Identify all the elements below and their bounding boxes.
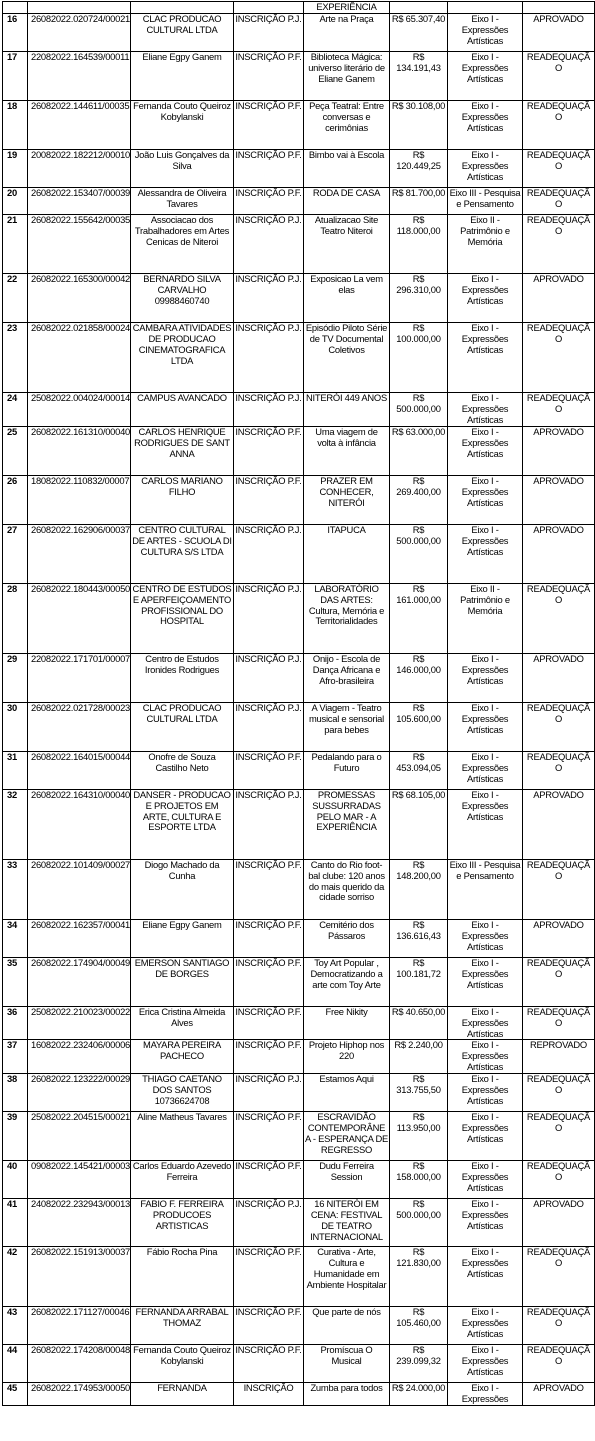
cell-axis: Eixo I - Expressões Artísticas xyxy=(448,14,523,52)
cell-project: Cemitério dos Pássaros xyxy=(304,919,390,957)
cell-project: Que parte de nós xyxy=(304,1307,390,1345)
table-row xyxy=(3,524,595,583)
table-row xyxy=(3,475,595,524)
cell-type: INSCRIÇÃO xyxy=(234,1383,304,1406)
cell-value: R$ 68.105,00 xyxy=(390,789,448,859)
cell-code: 25082022.004024/00014 xyxy=(28,393,131,427)
cell-status: APROVADO xyxy=(523,274,595,323)
cell-status: READEQUAÇÃO xyxy=(523,1074,595,1112)
cell-name: Centro de Estudos Ironides Rodrigues xyxy=(131,653,234,702)
cell-axis: Eixo I - Expressões Artísticas xyxy=(448,1345,523,1383)
cell-name: CARLOS MARIANO FILHO xyxy=(131,475,234,524)
table-row xyxy=(3,101,595,150)
table-row xyxy=(3,323,595,393)
cell-project: RODA DE CASA xyxy=(304,188,390,215)
cell-code: 26082022.164310/00040 xyxy=(28,789,131,859)
cell-value: R$ 121.830,00 xyxy=(390,1247,448,1307)
table-row xyxy=(3,426,595,475)
cell-number: 26 xyxy=(3,475,28,524)
table-row xyxy=(3,393,595,427)
cell-project: PROMESSAS SUSSURRADAS PELO MAR - A EXPERIÊNCIA xyxy=(304,789,390,859)
cell-number: 35 xyxy=(3,957,28,1006)
cell-code: 26082022.161310/00040 xyxy=(28,426,131,475)
cell-value: R$ 24.000,00 xyxy=(390,1383,448,1406)
cell-project: A Viagem - Teatro musical e sensorial para bebes xyxy=(304,702,390,751)
cell-number: 40 xyxy=(3,1161,28,1199)
cell-project: ITAPUCA xyxy=(304,524,390,583)
cell-project: Episódio Piloto Série de TV Documental Coletivos xyxy=(304,323,390,393)
cell-axis: Eixo I - Expressões Artísticas xyxy=(448,919,523,957)
cell-type: INSCRIÇÃO P.J. xyxy=(234,1199,304,1247)
cell-number: 22 xyxy=(3,274,28,323)
cell-type: INSCRIÇÃO P.F. xyxy=(234,1112,304,1161)
table-row xyxy=(3,14,595,52)
cell-status: READEQUAÇÃO xyxy=(523,101,595,150)
cell-number: 37 xyxy=(3,1040,28,1074)
cell-status: READEQUAÇÃO xyxy=(523,702,595,751)
cell-type: INSCRIÇÃO P.F. xyxy=(234,1006,304,1040)
results-table xyxy=(2,1,595,1406)
cell-code: 25082022.204515/00021 xyxy=(28,1112,131,1161)
cell-axis: Eixo III - Pesquisa e Pensamento xyxy=(448,188,523,215)
table-row xyxy=(3,1345,595,1383)
cell-name: CAMBARA ATIVIDADES DE PRODUCAO CINEMATOGRAFICA LTDA xyxy=(131,323,234,393)
cell-axis: Eixo II - Patrimônio e Memória xyxy=(448,215,523,274)
cell-status: READEQUAÇÃO xyxy=(523,215,595,274)
cell-axis: Eixo I - Expressões Artísticas xyxy=(448,1074,523,1112)
cell-number: 41 xyxy=(3,1199,28,1247)
cell-type: INSCRIÇÃO P.J. xyxy=(234,653,304,702)
cell-project: Promíscua O Musical xyxy=(304,1345,390,1383)
cell-type: INSCRIÇÃO P.J. xyxy=(234,215,304,274)
cell-status: READEQUAÇÃO xyxy=(523,150,595,188)
cell-status: REPROVADO xyxy=(523,1040,595,1074)
table-row-continuation xyxy=(3,2,595,14)
cell-type: INSCRIÇÃO P.F. xyxy=(234,188,304,215)
cell-type: INSCRIÇÃO P.F. xyxy=(234,52,304,101)
table-row xyxy=(3,274,595,323)
cell-project: Atualizacao Site Teatro Niteroi xyxy=(304,215,390,274)
table-row xyxy=(3,859,595,919)
cell-axis: Eixo I - Expressões Artísticas xyxy=(448,789,523,859)
cell-code: 26082022.174953/00050 xyxy=(28,1383,131,1406)
cell-number: 39 xyxy=(3,1112,28,1161)
cell-code: 26082022.153407/00039 xyxy=(28,188,131,215)
cell-name: CENTRO DE ESTUDOS E APERFEIÇOAMENTO PROFISSIONAL DO HOSPITAL xyxy=(131,583,234,653)
cell-number: 42 xyxy=(3,1247,28,1307)
cell-name: CARLOS HENRIQUE RODRIGUES DE SANT ANNA xyxy=(131,426,234,475)
cell-axis: Eixo I - Expressões Artísticas xyxy=(448,653,523,702)
cell-status: READEQUAÇÃO xyxy=(523,859,595,919)
cell-value: R$ 120.449,25 xyxy=(390,150,448,188)
cell-number: 33 xyxy=(3,859,28,919)
cell-type: INSCRIÇÃO P.F. xyxy=(234,1040,304,1074)
cell-type: INSCRIÇÃO P.F. xyxy=(234,919,304,957)
cell-status: APROVADO xyxy=(523,789,595,859)
cell-code: 26082022.144611/00035 xyxy=(28,101,131,150)
cell-name: Fernanda Couto Queiroz Kobylanski xyxy=(131,101,234,150)
table-row xyxy=(3,150,595,188)
cell-axis: Eixo I - Expressões Artísticas xyxy=(448,274,523,323)
cell-project: Canto do Rio foot-bal clube: 120 anos do mais querido da cidade sorriso xyxy=(304,859,390,919)
cell-type: INSCRIÇÃO P.J. xyxy=(234,323,304,393)
cell-status: APROVADO xyxy=(523,1383,595,1406)
cell-axis: Eixo I - Expressões Artísticas xyxy=(448,101,523,150)
cell-value: R$ 296.310,00 xyxy=(390,274,448,323)
cell-code: 26082022.021728/00023 xyxy=(28,702,131,751)
cell-axis: Eixo I - Expressões Artísticas xyxy=(448,426,523,475)
table-row xyxy=(3,1383,595,1406)
cell-type: INSCRIÇÃO P.F. xyxy=(234,859,304,919)
cell-value: R$ 113.950,00 xyxy=(390,1112,448,1161)
cell-project: Arte na Praça xyxy=(304,14,390,52)
cell-number: 16 xyxy=(3,14,28,52)
cell-number: 29 xyxy=(3,653,28,702)
cell-project: Pedalando para o Futuro xyxy=(304,751,390,789)
cell-code: 26082022.101409/00027 xyxy=(28,859,131,919)
cell-axis: Eixo I - Expressões Artísticas xyxy=(448,1247,523,1307)
cell-name: Fernanda Couto Queiroz Kobylanski xyxy=(131,1345,234,1383)
cell-status: APROVADO xyxy=(523,653,595,702)
cell-type: INSCRIÇÃO P.J. xyxy=(234,789,304,859)
cell-number: 19 xyxy=(3,150,28,188)
cell-value: R$ 105.600,00 xyxy=(390,702,448,751)
cell-type: INSCRIÇÃO P.F. xyxy=(234,957,304,1006)
cell-name: Onofre de Souza Castilho Neto xyxy=(131,751,234,789)
cell-name: FERNANDA xyxy=(131,1383,234,1406)
cell-name: Aline Matheus Tavares xyxy=(131,1112,234,1161)
cell-project: Dudu Ferreira Session xyxy=(304,1161,390,1199)
cell-axis: Eixo I - Expressões Artísticas xyxy=(448,323,523,393)
cell-code: 26082022.165300/00042 xyxy=(28,274,131,323)
cell-value: R$ 2.240,00 xyxy=(390,1040,448,1074)
cell-axis: Eixo I - Expressões Artísticas xyxy=(448,393,523,427)
cell-number: 20 xyxy=(3,188,28,215)
cell-value: R$ 118.000,00 xyxy=(390,215,448,274)
cell-name: FABIO F. FERREIRA PRODUCOES ARTISTICAS xyxy=(131,1199,234,1247)
cell-project: Bimbo vai à Escola xyxy=(304,150,390,188)
table-row xyxy=(3,751,595,789)
cell-code: 26082022.174904/00049 xyxy=(28,957,131,1006)
cell-value: R$ 100.000,00 xyxy=(390,323,448,393)
cell-number xyxy=(3,2,28,14)
cell-number: 28 xyxy=(3,583,28,653)
cell-type: INSCRIÇÃO P.F. xyxy=(234,150,304,188)
cell-value: R$ 81.700,00 xyxy=(390,188,448,215)
cell-name: EMERSON SANTIAGO DE BORGES xyxy=(131,957,234,1006)
cell-name: Eliane Egpy Ganem xyxy=(131,52,234,101)
cell-status: APROVADO xyxy=(523,919,595,957)
table-row xyxy=(3,1199,595,1247)
cell-name: CLAC PRODUCAO CULTURAL LTDA xyxy=(131,702,234,751)
cell-status: READEQUAÇÃO xyxy=(523,52,595,101)
cell-project: Onijo - Escola de Dança Africana e Afro-brasileira xyxy=(304,653,390,702)
cell-code: 26082022.020724/00021 xyxy=(28,14,131,52)
cell-status: READEQUAÇÃO xyxy=(523,583,595,653)
cell-axis: Eixo I - Expressões Artísticas xyxy=(448,1307,523,1345)
cell-code: 26082022.021858/00024 xyxy=(28,323,131,393)
cell-value: R$ 146.000,00 xyxy=(390,653,448,702)
cell-code: 18082022.110832/00007 xyxy=(28,475,131,524)
cell-value: R$ 134.191,43 xyxy=(390,52,448,101)
cell-name: CAMPUS AVANCADO xyxy=(131,393,234,427)
cell-type: INSCRIÇÃO P.F. xyxy=(234,1307,304,1345)
cell-project: Projeto Hiphop nos 220 xyxy=(304,1040,390,1074)
cell-code: 24082022.232943/00013 xyxy=(28,1199,131,1247)
cell-name: FERNANDA ARRABAL THOMAZ xyxy=(131,1307,234,1345)
cell-axis: Eixo II - Patrimônio e Memória xyxy=(448,583,523,653)
cell-number: 27 xyxy=(3,524,28,583)
cell-value: R$ 500.000,00 xyxy=(390,524,448,583)
cell-value: R$ 269.400,00 xyxy=(390,475,448,524)
cell-value: R$ 500.000,00 xyxy=(390,1199,448,1247)
cell-project: Toy Art Popular , Democratizando a arte com Toy Arte xyxy=(304,957,390,1006)
cell-project: EXPERIÊNCIA xyxy=(304,2,390,14)
cell-value: R$ 453.094,05 xyxy=(390,751,448,789)
cell-status: READEQUAÇÃO xyxy=(523,1307,595,1345)
cell-type: INSCRIÇÃO P.J. xyxy=(234,583,304,653)
cell-status: APROVADO xyxy=(523,475,595,524)
table-row xyxy=(3,702,595,751)
cell-value: R$ 63.000,00 xyxy=(390,426,448,475)
cell-value: R$ 30.108,00 xyxy=(390,101,448,150)
cell-type: INSCRIÇÃO P.J. xyxy=(234,524,304,583)
cell-code: 16082022.232406/00006 xyxy=(28,1040,131,1074)
cell-code: 26082022.162357/00041 xyxy=(28,919,131,957)
cell-number: 36 xyxy=(3,1006,28,1040)
cell-project: Exposicao La vem elas xyxy=(304,274,390,323)
cell-type: INSCRIÇÃO P.F. xyxy=(234,426,304,475)
table-row xyxy=(3,188,595,215)
cell-type xyxy=(234,2,304,14)
cell-name: DANSER - PRODUCAO E PROJETOS EM ARTE, CULTURA E ESPORTE LTDA xyxy=(131,789,234,859)
cell-number: 32 xyxy=(3,789,28,859)
cell-code: 20082022.182212/00010 xyxy=(28,150,131,188)
cell-axis: Eixo I - Expressões Artísticas xyxy=(448,751,523,789)
cell-axis: Eixo I - Expressões Artísticas xyxy=(448,957,523,1006)
cell-code: 09082022.145421/00003 xyxy=(28,1161,131,1199)
cell-value: R$ 158.000,00 xyxy=(390,1161,448,1199)
cell-code: 26082022.180443/00050 xyxy=(28,583,131,653)
cell-type: INSCRIÇÃO P.J. xyxy=(234,14,304,52)
cell-axis: Eixo I - Expressões Artísticas xyxy=(448,1161,523,1199)
cell-code: 26082022.123222/00029 xyxy=(28,1074,131,1112)
cell-status: READEQUAÇÃO xyxy=(523,1112,595,1161)
cell-value xyxy=(390,2,448,14)
cell-status: READEQUAÇÃO xyxy=(523,957,595,1006)
cell-type: INSCRIÇÃO P.F. xyxy=(234,1345,304,1383)
cell-type: INSCRIÇÃO P.F. xyxy=(234,1161,304,1199)
cell-project: Estamos Aqui xyxy=(304,1074,390,1112)
cell-axis: Eixo I - Expressões Artísticas xyxy=(448,475,523,524)
cell-axis xyxy=(448,2,523,14)
cell-status: READEQUAÇÃO xyxy=(523,393,595,427)
cell-name: Associacao dos Trabalhadores em Artes Cenicas de Niteroi xyxy=(131,215,234,274)
cell-name: THIAGO CAETANO DOS SANTOS 10736624708 xyxy=(131,1074,234,1112)
cell-status: APROVADO xyxy=(523,14,595,52)
cell-number: 23 xyxy=(3,323,28,393)
cell-number: 30 xyxy=(3,702,28,751)
cell-name: MAYARA PEREIRA PACHECO xyxy=(131,1040,234,1074)
cell-status: APROVADO xyxy=(523,1199,595,1247)
cell-value: R$ 40.650,00 xyxy=(390,1006,448,1040)
table-row xyxy=(3,215,595,274)
cell-code: 26082022.162906/00037 xyxy=(28,524,131,583)
cell-status xyxy=(523,2,595,14)
cell-axis: Eixo I - Expressões Artísticas xyxy=(448,524,523,583)
cell-project: LABORATÓRIO DAS ARTES: Cultura, Memória e Territorialidades xyxy=(304,583,390,653)
cell-axis: Eixo I - Expressões Artísticas xyxy=(448,702,523,751)
cell-project: Curativa - Arte, Cultura e Humanidade em Ambiente Hospitalar xyxy=(304,1247,390,1307)
table-row xyxy=(3,52,595,101)
cell-type: INSCRIÇÃO P.F. xyxy=(234,751,304,789)
cell-name: Eliane Egpy Ganem xyxy=(131,919,234,957)
cell-code: 26082022.151913/00037 xyxy=(28,1247,131,1307)
cell-type: INSCRIÇÃO P.F. xyxy=(234,475,304,524)
cell-type: INSCRIÇÃO P.F. xyxy=(234,101,304,150)
cell-value: R$ 105.460,00 xyxy=(390,1307,448,1345)
cell-value: R$ 500.000,00 xyxy=(390,393,448,427)
cell-name: Alessandra de Oliveira Tavares xyxy=(131,188,234,215)
cell-code: 22082022.171701/00007 xyxy=(28,653,131,702)
cell-name: Carlos Eduardo Azevedo Ferreira xyxy=(131,1161,234,1199)
cell-status: READEQUAÇÃO xyxy=(523,1006,595,1040)
cell-number: 43 xyxy=(3,1307,28,1345)
table-row xyxy=(3,1247,595,1307)
results-table-body xyxy=(3,2,595,1406)
cell-type: INSCRIÇÃO P.J. xyxy=(234,393,304,427)
cell-project: Zumba para todos xyxy=(304,1383,390,1406)
table-row xyxy=(3,1161,595,1199)
cell-number: 21 xyxy=(3,215,28,274)
cell-value: R$ 65.307,40 xyxy=(390,14,448,52)
cell-name: Erica Cristina Almeida Alves xyxy=(131,1006,234,1040)
cell-axis: Eixo I - Expressões Artísticas xyxy=(448,1040,523,1074)
cell-status: READEQUAÇÃO xyxy=(523,1247,595,1307)
cell-project: NITERÓI 449 ANOS xyxy=(304,393,390,427)
cell-axis: Eixo I - Expressões Artísticas xyxy=(448,1112,523,1161)
table-row xyxy=(3,583,595,653)
cell-name: CENTRO CULTURAL DE ARTES - SCUOLA DI CULTURA S/S LTDA xyxy=(131,524,234,583)
table-row xyxy=(3,1006,595,1040)
table-row xyxy=(3,1074,595,1112)
cell-code: 26082022.174208/00048 xyxy=(28,1345,131,1383)
cell-number: 31 xyxy=(3,751,28,789)
cell-name: BERNARDO SILVA CARVALHO 09988460740 xyxy=(131,274,234,323)
cell-status: APROVADO xyxy=(523,426,595,475)
cell-number: 44 xyxy=(3,1345,28,1383)
cell-number: 38 xyxy=(3,1074,28,1112)
cell-name: CLAC PRODUCAO CULTURAL LTDA xyxy=(131,14,234,52)
cell-type: INSCRIÇÃO P.F. xyxy=(234,1247,304,1307)
cell-number: 25 xyxy=(3,426,28,475)
cell-name xyxy=(131,2,234,14)
cell-axis: Eixo III - Pesquisa e Pensamento xyxy=(448,859,523,919)
cell-value: R$ 313.755,50 xyxy=(390,1074,448,1112)
cell-number: 17 xyxy=(3,52,28,101)
table-row xyxy=(3,1307,595,1345)
cell-code: 26082022.171127/00046 xyxy=(28,1307,131,1345)
cell-code xyxy=(28,2,131,14)
cell-number: 18 xyxy=(3,101,28,150)
table-row xyxy=(3,1040,595,1074)
cell-name: Diogo Machado da Cunha xyxy=(131,859,234,919)
cell-axis: Eixo I - Expressões Artísticas xyxy=(448,1006,523,1040)
cell-code: 22082022.164539/00011 xyxy=(28,52,131,101)
cell-number: 24 xyxy=(3,393,28,427)
cell-axis: Eixo I - Expressões xyxy=(448,1383,523,1406)
cell-status: READEQUAÇÃO xyxy=(523,188,595,215)
cell-number: 34 xyxy=(3,919,28,957)
cell-status: READEQUAÇÃO xyxy=(523,1345,595,1383)
cell-name: João Luis Gonçalves da Silva xyxy=(131,150,234,188)
table-row xyxy=(3,653,595,702)
cell-value: R$ 239.099,32 xyxy=(390,1345,448,1383)
cell-type: INSCRIÇÃO P.J. xyxy=(234,1074,304,1112)
cell-code: 25082022.210023/00022 xyxy=(28,1006,131,1040)
cell-number: 45 xyxy=(3,1383,28,1406)
cell-type: INSCRIÇÃO P.J. xyxy=(234,274,304,323)
cell-code: 26082022.164015/00044 xyxy=(28,751,131,789)
cell-type: INSCRIÇÃO P.J. xyxy=(234,702,304,751)
cell-project: PRAZER EM CONHECER, NITERÓI xyxy=(304,475,390,524)
table-row xyxy=(3,957,595,1006)
cell-value: R$ 100.181,72 xyxy=(390,957,448,1006)
cell-axis: Eixo I - Expressões Artísticas xyxy=(448,1199,523,1247)
cell-project: Free Nikity xyxy=(304,1006,390,1040)
cell-status: READEQUAÇÃO xyxy=(523,323,595,393)
table-row xyxy=(3,919,595,957)
table-row xyxy=(3,789,595,859)
cell-axis: Eixo I - Expressões Artísticas xyxy=(448,52,523,101)
cell-value: R$ 136.616,43 xyxy=(390,919,448,957)
cell-project: Uma viagem de volta à infância xyxy=(304,426,390,475)
cell-project: Peça Teatral: Entre conversas e cerimônias xyxy=(304,101,390,150)
table-row xyxy=(3,1112,595,1161)
cell-value: R$ 161.000,00 xyxy=(390,583,448,653)
cell-status: READEQUAÇÃO xyxy=(523,1161,595,1199)
cell-code: 26082022.155642/00035 xyxy=(28,215,131,274)
cell-axis: Eixo I - Expressões Artísticas xyxy=(448,150,523,188)
cell-status: READEQUAÇÃO xyxy=(523,751,595,789)
cell-value: R$ 148.200,00 xyxy=(390,859,448,919)
cell-project: 16 NITERÓI EM CENA: FESTIVAL DE TEATRO INTERNACIONAL xyxy=(304,1199,390,1247)
cell-name: Fábio Rocha Pina xyxy=(131,1247,234,1307)
cell-project: Biblioteca Mágica: universo literário de Eliane Ganem xyxy=(304,52,390,101)
cell-status: APROVADO xyxy=(523,524,595,583)
cell-project: ESCRAVIDÃO CONTEMPORÂNEA - ESPERANÇA DE REGRESSO xyxy=(304,1112,390,1161)
